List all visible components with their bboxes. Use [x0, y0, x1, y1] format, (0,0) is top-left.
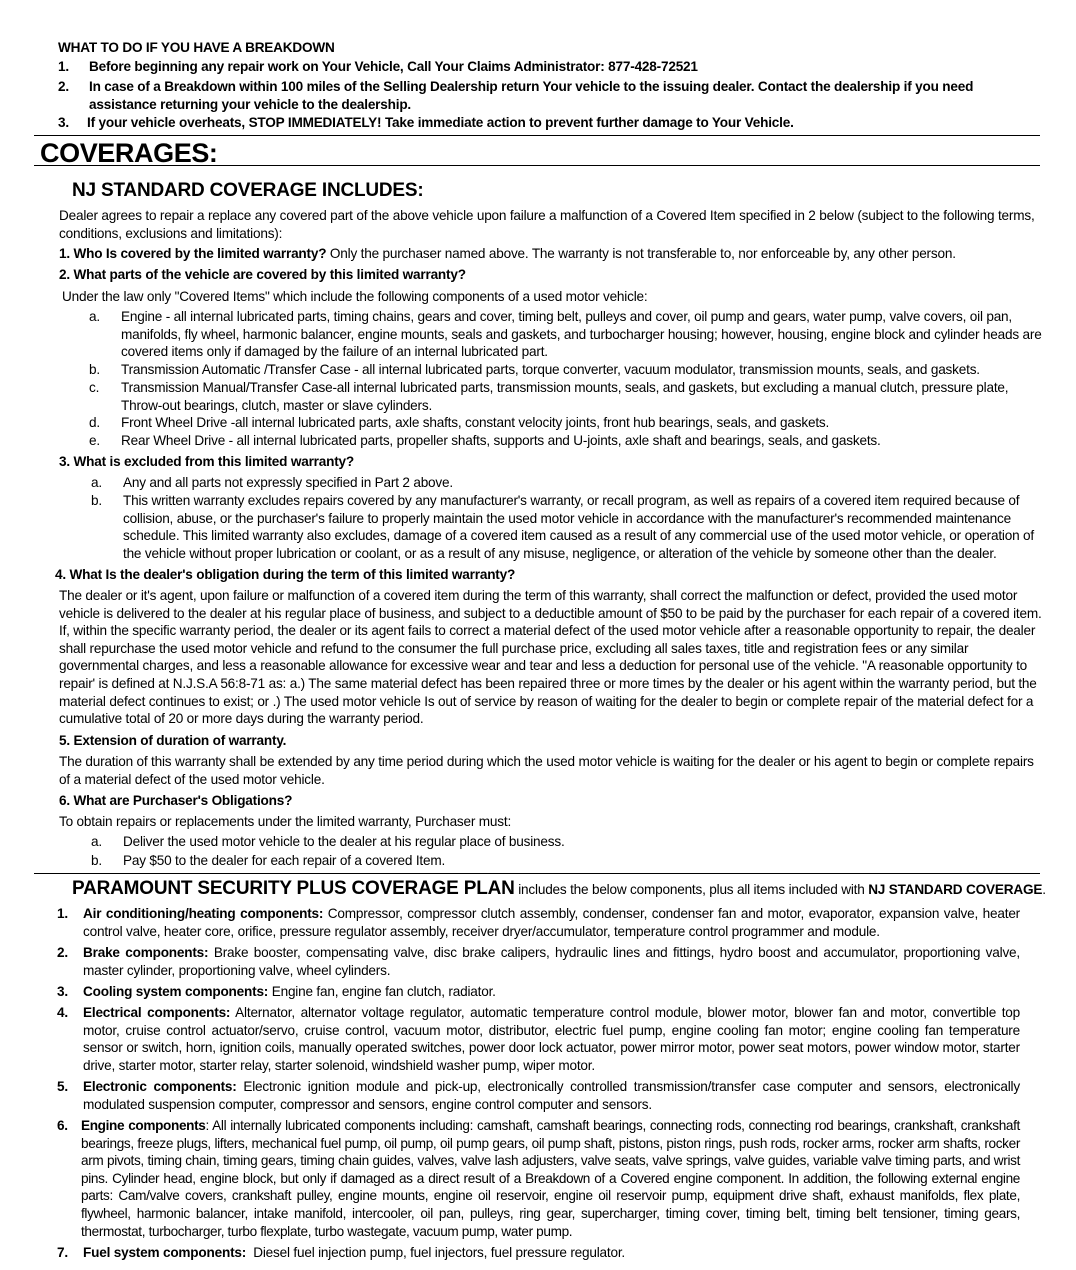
- item-number: 1.: [58, 59, 69, 74]
- item-letter: a.: [91, 475, 102, 490]
- list-item: [91, 852, 1042, 870]
- list-item: [89, 308, 1042, 361]
- coverage-item: [57, 1244, 1020, 1262]
- item-letter: b.: [91, 853, 102, 868]
- item-text: Compressor, compressor clutch assembly, condenser, condenser fan and motor, evaporator, expansion valve, heater control valve, heater core, orifice, pressure regulator assembly, receiver dryer/accumulator, temperature control programmer and module.: [83, 906, 1021, 939]
- item-label: Fuel system components:: [83, 1245, 247, 1260]
- item-text: If your vehicle overheats, STOP IMMEDIATELY! Take immediate action to prevent further damage to Your Vehicle.: [87, 115, 794, 130]
- item-number: 4.: [57, 1005, 68, 1020]
- item-text: Engine fan, engine fan clutch, radiator.: [268, 984, 496, 999]
- list-item: [89, 432, 1042, 450]
- breakdown-item: [58, 58, 1042, 76]
- item-number: 3.: [58, 115, 69, 130]
- list-item: [91, 474, 1042, 492]
- item-text: Pay $50 to the dealer for each repair of a covered Item.: [123, 853, 446, 868]
- item-text: Before beginning any repair work on Your Vehicle, Call Your Claims Administrator: 877-428-72521: [89, 59, 698, 74]
- paramount-subtitle: includes the below components, plus all items included with: [514, 882, 869, 897]
- list-item: [89, 361, 1042, 379]
- item-text: Electronic ignition module and pick-up, electronically controlled transmission/transfer case computer and sensors, electronically modulated suspension computer, compressor and sensors, engine control computer and sensors.: [83, 1079, 1020, 1112]
- coverage-item: [57, 944, 1020, 979]
- q5-question: 5. Extension of duration of warranty.: [59, 733, 287, 748]
- item-label: Cooling system components:: [83, 984, 269, 999]
- item-label: Engine components: [81, 1118, 206, 1133]
- item-text: Any and all parts not expressly specified in Part 2 above.: [123, 475, 453, 490]
- paramount-subtitle-bold: NJ STANDARD COVERAGE: [868, 882, 1043, 897]
- item-text: Engine - all internal lubricated parts, timing chains, gears and cover, timing belt, pulleys and cover, oil pump and gears, water pump, valve covers, oil pan, manifolds, fly wheel, harmonic balancer, engine mounts, seals and gaskets, and turbocharger housing; however, housing, engine block and cylinder heads are covered items only if damaged by the failure of an internal lubricated part.: [121, 309, 1042, 360]
- item-text: Transmission Manual/Transfer Case-all internal lubricated parts, transmission mounts, seals, and gaskets, but excluding a manual clutch, pressure plate, Throw-out bearings, clutch, master or slave cylinders.: [121, 380, 1009, 413]
- nj-coverage-heading: NJ STANDARD COVERAGE INCLUDES:: [72, 180, 424, 201]
- item-number: 2.: [57, 945, 68, 960]
- item-letter: b.: [89, 362, 100, 377]
- item-label: Electronic components:: [83, 1079, 237, 1094]
- coverage-item: [57, 1078, 1020, 1113]
- item-label: Brake components:: [83, 945, 209, 960]
- item-number: 6.: [57, 1118, 68, 1133]
- divider: [34, 165, 1040, 166]
- item-text: In case of a Breakdown within 100 miles of the Selling Dealership return Your vehicle to the issuing dealer. Contact the dealership if you need assistance returning your vehicle to the dealership.: [89, 79, 974, 112]
- coverage-item: [57, 905, 1020, 940]
- coverage-item: [57, 1004, 1020, 1074]
- item-text: : All internally lubricated components including: camshaft, camshaft bearings, connecting rods, connecting rod bearings, crankshaft, crankshaft bearings, freeze plugs, lifters, mechanical fuel pump, oil pump, oil pump gears, oil pump shaft, pistons, piston rings, push rods, rocker arms, rocker arm shafts, rocker arm pivots, timing chain, timing gears, timing chain guides, valves, valve lash adjusters, valve seats, valve springs, valve guides, variable valve timing parts, and wrist pins. Cylinder head, engine block, but only if damaged as a direct result of a Breakdown of a Covered engine component. In addition, the following external engine parts: Cam/valve covers, crankshaft pulley, engine mounts, engine oil reservoir, engine oil reservoir pump, equipment drive shaft, exhaust manifolds, flex plate, flywheel, harmonic balancer, intake manifold, intercooler, oil pan, pulleys, ring gear, supercharger, timing cover, timing belt, timing belt tensioner, timing gears, thermostat, turbocharger, turbo flexplate, turbo wastegate, vacuum pump, water pump.: [81, 1118, 1020, 1239]
- q2-question: 2. What parts of the vehicle are covered by this limited warranty?: [59, 267, 466, 282]
- coverages-title: COVERAGES:: [40, 138, 218, 168]
- item-label: Electrical components:: [83, 1005, 231, 1020]
- breakdown-item: [58, 114, 1042, 132]
- list-item: [91, 833, 1042, 851]
- item-letter: b.: [91, 493, 102, 508]
- item-letter: a.: [89, 309, 100, 324]
- q6-intro: To obtain repairs or replacements under the limited warranty, Purchaser must:: [59, 814, 512, 829]
- q5-text: The duration of this warranty shall be extended by any time period during which the used motor vehicle is waiting for the dealer or his agent to begin or complete repairs of a material defect of the used motor vehicle.: [59, 754, 1034, 787]
- list-item: [89, 379, 1042, 414]
- q6-question: 6. What are Purchaser's Obligations?: [59, 793, 293, 808]
- item-letter: a.: [91, 834, 102, 849]
- item-text: Diesel fuel injection pump, fuel injectors, fuel pressure regulator.: [246, 1245, 626, 1260]
- breakdown-item: [58, 78, 1042, 113]
- item-number: 1.: [57, 906, 68, 921]
- item-text: Alternator, alternator voltage regulator, automatic temperature control module, blower motor, blower fan and motor, convertible top motor, cruise control actuator/servo, cruise control, vacuum motor, distributor, electric fuel pump, engine cooling fan motor; engine cooling fan temperature sensor or switch, horn, ignition coils, manually operated switches, power door lock actuator, power mirror motor, power seat motors, power window motor, starter drive, starter motor, starter relay, starter solenoid, windshield washer pump, wiper motor.: [83, 1005, 1021, 1073]
- q2-intro: Under the law only "Covered Items" which include the following components of a used motor vehicle:: [62, 289, 648, 304]
- q4-text: The dealer or it's agent, upon failure or malfunction of a covered item during the term of this warranty, shall correct the malfunction or defect, provided the used motor vehicle is delivered to the dealer at his regular place of business, and subject to a deductible amount of $50 to be paid by the purchaser for each repair of a covered item. If, within the specific warranty period, the dealer or its agent fails to correct a material defect of the used motor vehicle after a reasonable opportunity to repair, the dealer shall repurchase the used motor vehicle and refund to the consumer the full purchase price, excluding all sales taxes, title and registration fees or any similar governmental charges, and less a reasonable allowance for excessive wear and tear and less a deduction for personal use of the vehicle. "A reasonable opportunity to repair' is defined at N.J.S.A 56:8-71 as: a.) The same material defect has been repaired three or more times by the dealer or his agent within the warranty period, but the material defect continues to exist; or .) The used motor vehicle Is out of service by reason of waiting for the dealer to begin or complete repair of the material defect for a cumulative total of 20 or more days during the warranty period.: [59, 588, 1042, 727]
- list-item: [89, 414, 1042, 432]
- paramount-subtitle-end: .: [1042, 882, 1046, 897]
- q1-answer: Only the purchaser named above. The warranty is not transferable to, nor enforceable by, any other person.: [326, 246, 956, 261]
- item-text: Front Wheel Drive -all internal lubricated parts, axle shafts, constant velocity joints, front hub bearings, seals, and gaskets.: [121, 415, 830, 430]
- divider: [34, 135, 1040, 136]
- item-letter: e.: [89, 433, 100, 448]
- item-text: This written warranty excludes repairs covered by any manufacturer's warranty, or recall program, as well as repairs of a covered item required because of collision, abuse, or the purchaser's failure to properly maintain the used motor vehicle in accordance with the manufacturer's recommended maintenance schedule. This limited warranty also excludes, damage of a covered item caused as a result of any commercial use of the used motor vehicle, or operation of the vehicle without proper lubrication or coolant, or as a result of any misuse, negligence, or alteration of the vehicle by someone other than the dealer.: [123, 493, 1034, 561]
- item-number: 3.: [57, 984, 68, 999]
- item-label: Air conditioning/heating components:: [83, 906, 324, 921]
- item-text: Rear Wheel Drive - all internal lubricated parts, propeller shafts, supports and U-joints, axle shaft and bearings, seals, and gaskets.: [121, 433, 881, 448]
- coverage-item: [57, 1117, 1020, 1240]
- nj-intro: Dealer agrees to repair a replace any covered part of the above vehicle upon failure a malfunction of a Covered Item specified in 2 below (subject to the following terms, conditions, exclusions and limitations):: [59, 208, 1035, 241]
- item-number: 5.: [57, 1079, 68, 1094]
- breakdown-heading: WHAT TO DO IF YOU HAVE A BREAKDOWN: [58, 40, 335, 55]
- coverage-item: [57, 983, 1020, 1001]
- item-text: Brake booster, compensating valve, disc brake calipers, hydraulic lines and fittings, hydro boost and accumulator, proportioning valve, master cylinder, proportioning valve, wheel cylinders.: [83, 945, 1020, 978]
- divider: [34, 873, 1040, 874]
- q3-question: 3. What is excluded from this limited warranty?: [59, 454, 355, 469]
- item-number: 2.: [58, 79, 69, 94]
- item-letter: d.: [89, 415, 100, 430]
- item-text: Transmission Automatic /Transfer Case - all internal lubricated parts, torque converter, vacuum modulator, transmission mounts, seals, and gaskets.: [121, 362, 980, 377]
- paramount-title: PARAMOUNT SECURITY PLUS COVERAGE PLAN: [72, 878, 515, 899]
- q1-question: 1. Who Is covered by the limited warranty?: [59, 246, 327, 261]
- item-number: 7.: [57, 1245, 68, 1260]
- list-item: [91, 492, 1042, 562]
- item-text: Deliver the used motor vehicle to the dealer at his regular place of business.: [123, 834, 565, 849]
- item-letter: c.: [89, 380, 100, 395]
- q4-question: 4. What Is the dealer's obligation during the term of this limited warranty?: [55, 567, 516, 582]
- q1: [59, 245, 1042, 263]
- paramount-heading: [72, 878, 1046, 900]
